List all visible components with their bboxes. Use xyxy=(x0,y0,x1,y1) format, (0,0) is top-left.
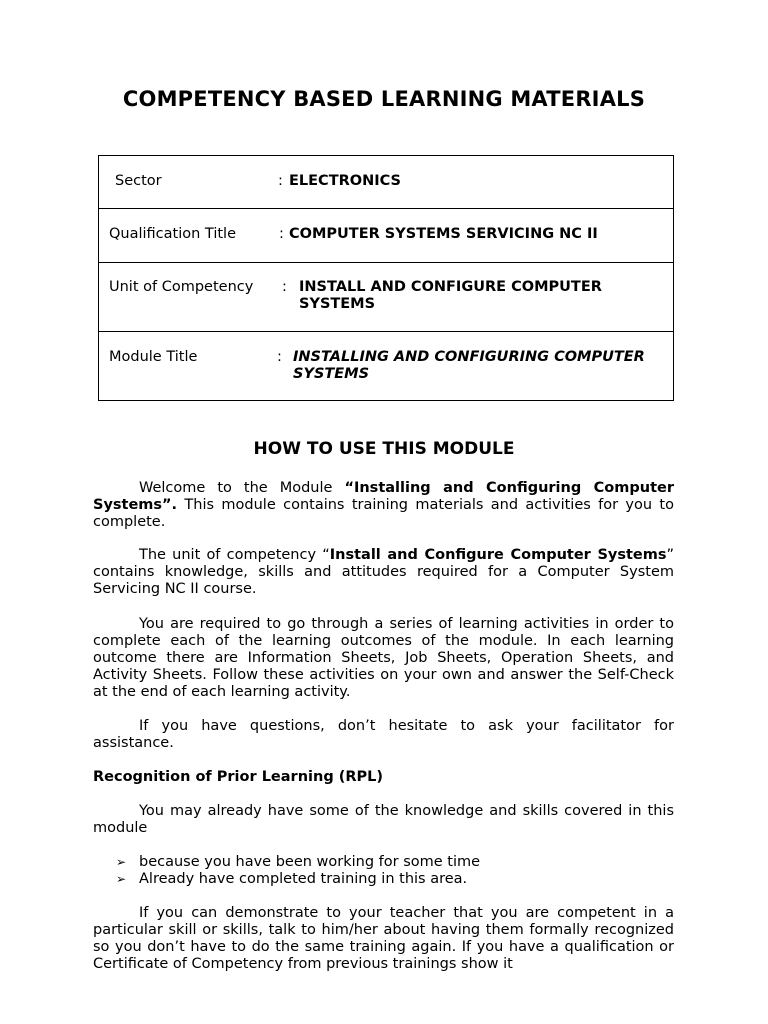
unit-text-start: The unit of competency “ xyxy=(139,547,330,563)
welcome-text-start: Welcome to the Module xyxy=(139,480,345,496)
unit-value xyxy=(299,279,602,313)
paragraph-welcome xyxy=(93,480,674,531)
unit-value-line1: INSTALL AND CONFIGURE COMPUTER xyxy=(299,279,602,295)
list-item-text: Already have completed training in this area. xyxy=(139,871,468,887)
unit-value-line2: SYSTEMS xyxy=(299,296,376,312)
unit-label: Unit of Competency xyxy=(109,279,254,295)
paragraph-demonstrate: If you can demonstrate to your teacher that you are competent in a particular skill or skills, talk to him/her about having them formally recognized so you don’t have to do the same training again. If you have a qualification or Certificate of Competency from previous trainings show it xyxy=(93,905,674,972)
welcome-text-end: This module contains training materials and activities for you to complete. xyxy=(93,497,674,530)
paragraph-questions: If you have questions, don’t hesitate to ask your facilitator for assistance. xyxy=(93,718,674,751)
unit-name-bold: Install and Configure Computer Systems xyxy=(329,547,667,563)
list-item-text: because you have been working for some time xyxy=(139,854,481,870)
info-row-sector xyxy=(99,156,673,209)
info-row-unit xyxy=(99,263,673,332)
document-title: COMPETENCY BASED LEARNING MATERIALS xyxy=(122,87,646,111)
paragraph-unit xyxy=(93,547,674,598)
qualification-label: Qualification Title xyxy=(109,226,236,242)
rpl-heading: Recognition of Prior Learning (RPL) xyxy=(93,769,384,785)
unit-text-end: ” contains knowledge, skills and attitudes required for a Computer System Servicing NC II course. xyxy=(93,547,674,597)
how-to-use-heading: HOW TO USE THIS MODULE xyxy=(253,439,515,459)
arrow-bullet-icon: ➢ xyxy=(116,855,127,869)
module-value xyxy=(293,349,645,383)
arrow-bullet-icon: ➢ xyxy=(116,872,127,886)
module-info-table xyxy=(98,155,674,401)
module-colon: : xyxy=(277,349,282,365)
module-value-line2: SYSTEMS xyxy=(293,366,370,382)
paragraph-prior-knowledge: You may already have some of the knowledge and skills covered in this module xyxy=(93,803,674,836)
reasons-list xyxy=(116,854,480,888)
qualification-colon: : xyxy=(279,226,284,242)
module-name-bold: “Installing and Configuring Computer Systems”. xyxy=(93,480,674,513)
list-item xyxy=(116,854,480,871)
module-value-line1: INSTALLING AND CONFIGURING COMPUTER xyxy=(293,349,645,365)
info-row-module xyxy=(99,332,673,400)
unit-colon: : xyxy=(282,279,287,295)
paragraph-activities: You are required to go through a series of learning activities in order to complete each of the learning outcomes of the module. In each learning outcome there are Information Sheets, Job Sheets, Operation Sheets, and Activity Sheets. Follow these activities on your own and answer the Self-Check at the end of each learning activity. xyxy=(93,616,674,700)
info-row-qualification xyxy=(99,209,673,263)
sector-label: Sector xyxy=(115,173,162,189)
qualification-value: COMPUTER SYSTEMS SERVICING NC II xyxy=(289,226,598,242)
module-label: Module Title xyxy=(109,349,198,365)
list-item xyxy=(116,871,480,888)
sector-value: ELECTRONICS xyxy=(289,173,401,189)
sector-colon: : xyxy=(278,173,283,189)
